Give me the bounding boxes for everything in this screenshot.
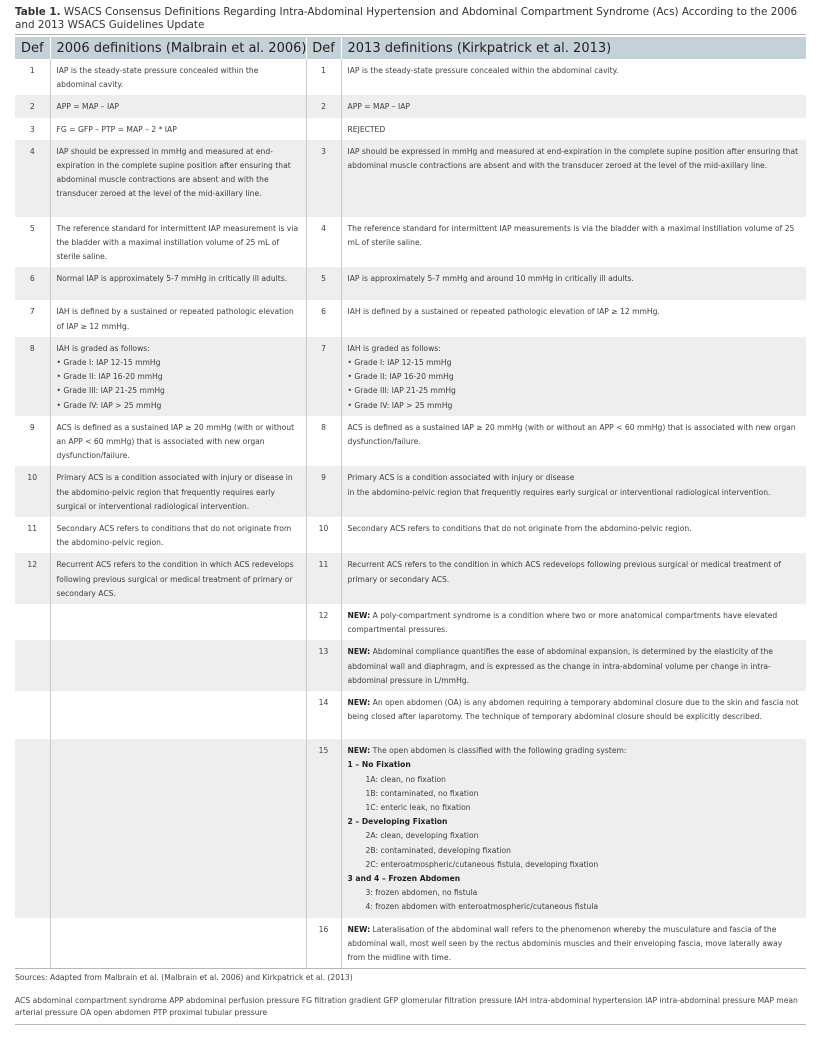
definitions-table [15, 37, 807, 969]
definition-2006 [50, 140, 306, 217]
def-number-2006 [15, 918, 50, 969]
definition-line: Normal IAP is approximately 5-7 mmHg in critically ill adults. [56, 274, 288, 284]
sources-note: Sources: Adapted from Malbrain et al. (Malbrain et al. 2006) and Kirkpatrick et al. (2013) [15, 973, 353, 982]
definition-2006 [50, 517, 306, 553]
definition-line [348, 558, 801, 586]
table-row [15, 95, 806, 117]
definition-line: Primary ACS is a condition associated with injury or disease in the abdomino-pelvic region that frequently requires early surgical or interventional radiological intervention. [56, 473, 293, 511]
definition-text: Secondary ACS refers to conditions that do not originate from the abdomino-pelvic region. [347, 524, 692, 534]
definition-line: The reference standard for intermittent IAP measurement is via the bladder with a maximal instillation volume of 25 mL of sterile saline. [56, 223, 299, 262]
definition-line: IAH is graded as follows: [56, 343, 150, 353]
grade-item: 1C: enteric leak, no fixation [365, 802, 471, 812]
definition-line [348, 421, 801, 449]
table-row [15, 691, 806, 739]
definition-text: Recurrent ACS refers to the condition in which ACS redevelops following previous surgical or medical treatment of primary or secondary ACS. [347, 560, 781, 584]
definition-line: ACS is defined as a sustained IAP ≥ 20 mmHg (with or without an APP < 60 mmHg) that is associated with new organ dysfunction/failure. [56, 422, 295, 461]
def-number-2006 [15, 691, 50, 739]
definition-2013 [341, 553, 806, 604]
definition-line: • Grade IV: IAP > 25 mmHg [56, 400, 162, 410]
grade-item: 1A: clean, no fixation [365, 774, 446, 784]
definition-line [348, 145, 801, 173]
definition-2006 [50, 640, 306, 691]
grade-item: 2B: contaminated, developing fixation [365, 845, 511, 855]
def-number-2006 [15, 604, 50, 640]
definition-text: Abdominal compliance quantifies the ease of abdominal expansion, is determined by the elasticity of the abdominal wall and diaphragm, and is expressed as the change in intra-abdominal volume per change in intra-abdominal pressure in L/mmHg. [347, 647, 773, 685]
definition-2013 [341, 300, 806, 336]
definition-line: FG = GFP – PTP = MAP – 2 * IAP [56, 124, 177, 134]
definition-2006 [50, 267, 306, 300]
def-number-2013: 3 [306, 140, 341, 217]
def-number-2006: 11 [15, 517, 50, 553]
header-2006-definitions: 2006 definitions (Malbrain et al. 2006) [50, 37, 306, 59]
definition-2013 [341, 466, 806, 517]
definition-2006 [50, 217, 306, 268]
table-row [15, 604, 806, 640]
table-row [15, 739, 806, 917]
def-number-2013 [306, 118, 341, 140]
definition-2013 [341, 267, 806, 300]
def-number-2013: 9 [306, 466, 341, 517]
new-label: NEW: [347, 611, 371, 621]
def-number-2013: 14 [306, 691, 341, 739]
definition-line: • Grade I: IAP 12-15 mmHg [56, 358, 161, 368]
definition-text: • Grade II: IAP 16-20 mmHg [347, 372, 454, 382]
definition-line: APP = MAP – IAP [56, 102, 120, 112]
definition-text: IAP is the steady-state pressure concealed within the abdominal cavity. [347, 66, 619, 75]
definition-line: Recurrent ACS refers to the condition in which ACS redevelops following previous surgical or medical treatment of primary or secondary ACS. [56, 560, 294, 598]
grade-heading: 1 – No Fixation [347, 760, 411, 770]
definition-line: IAH is defined by a sustained or repeated pathologic elevation of IAP ≥ 12 mmHg. [56, 307, 294, 331]
def-number-2013: 7 [306, 337, 341, 416]
definition-2006 [50, 466, 306, 517]
definition-line [348, 123, 801, 137]
def-number-2013: 1 [306, 59, 341, 95]
new-label: NEW: [347, 746, 371, 756]
definition-2013 [341, 739, 806, 917]
definition-line [348, 384, 801, 398]
definition-2006 [50, 918, 306, 969]
def-number-2013: 2 [306, 95, 341, 117]
def-number-2006: 2 [15, 95, 50, 117]
def-number-2013: 5 [306, 267, 341, 300]
definition-line [348, 370, 801, 384]
grade-item: 1B: contaminated, no fixation [365, 788, 479, 798]
definition-2006 [50, 553, 306, 604]
definition-line [348, 272, 801, 286]
definition-text: Lateralisation of the abdominal wall refers to the phenomenon whereby the musculature and fascia of the abdominal wall, most well seen by the rectus abdominis muscles and their enveloping fascia, move laterally away from the midline with time. [347, 924, 783, 962]
definition-2013 [341, 217, 806, 268]
caption-text: WSACS Consensus Definitions Regarding Intra-Abdominal Hypertension and Abdominal Compartment Syndrome (Acs) According to the 2006 and 2013 WSACS Guidelines Update [15, 6, 798, 31]
def-number-2006: 4 [15, 140, 50, 217]
def-number-2006: 9 [15, 416, 50, 467]
def-number-2006: 3 [15, 118, 50, 140]
def-number-2013: 8 [306, 416, 341, 467]
table-row [15, 466, 806, 517]
def-number-2006: 7 [15, 300, 50, 336]
def-number-2006 [15, 739, 50, 917]
def-number-2013: 6 [306, 300, 341, 336]
grade-heading: 2 – Developing Fixation [347, 817, 448, 827]
definition-line [348, 471, 801, 485]
header-def-2006: Def [15, 37, 50, 59]
def-number-2013: 12 [306, 604, 341, 640]
grade-item: 2A: clean, developing fixation [365, 831, 479, 841]
definition-text: IAH is graded as follows: [347, 343, 441, 353]
grade-heading: 3 and 4 – Frozen Abdomen [347, 873, 461, 883]
definition-line: IAP is the steady-state pressure concealed within the abdominal cavity. [56, 66, 259, 90]
grade-item: 2C: enteroatmospheric/cutaneous fistula, developing fixation [365, 859, 599, 869]
definition-line [348, 305, 801, 319]
definition-text: The open abdomen is classified with the following grading system: [370, 746, 627, 756]
definition-2006 [50, 691, 306, 739]
definition-line [348, 399, 801, 413]
definition-2013 [341, 118, 806, 140]
definition-text: An open abdomen (OA) is any abdomen requiring a temporary abdominal closure due to the skin and fascia not being closed after laparotomy. The technique of temporary abdominal closure should be explicitly described. [347, 698, 799, 722]
definition-text: Primary ACS is a condition associated with injury or disease [347, 473, 575, 483]
definition-line: IAP should be expressed in mmHg and measured at end-expiration in the complete supine position after ensuring that abdominal muscle contractions are absent and with the transducer zeroed at the level of the mid-axillary line. [56, 146, 291, 199]
def-number-2006 [15, 640, 50, 691]
definition-line: Secondary ACS refers to conditions that do not originate from the abdomino-pelvic region. [56, 524, 292, 548]
definition-line [348, 923, 801, 966]
definition-line [348, 744, 801, 758]
top-divider [15, 34, 806, 35]
definition-2006 [50, 739, 306, 917]
table-row [15, 217, 806, 268]
definition-text: • Grade I: IAP 12-15 mmHg [347, 358, 452, 368]
abbreviations-note: ACS abdominal compartment syndrome APP abdominal perfusion pressure FG filtration gradient GFP glomerular filtration pressure IAH intra-abdominal hypertension IAP intra-abdominal pressure MAP mean arterial pressure OA open abdomen PTP proximal tubular pressure [15, 996, 798, 1017]
caption-label: Table 1. [15, 6, 61, 18]
definition-line [348, 522, 801, 536]
definition-text: IAP is approximately 5-7 mmHg and around 10 mmHg in critically ill adults. [347, 274, 634, 284]
def-number-2006: 1 [15, 59, 50, 95]
definition-2006 [50, 300, 306, 336]
definition-text: ACS is defined as a sustained IAP ≥ 20 mmHg (with or without an APP < 60 mmHg) that is associated with new organ dysfunction/failure. [347, 422, 796, 447]
grade-item: 4: frozen abdomen with enteroatmospheric/cutaneous fistula [365, 902, 599, 912]
def-number-2006: 8 [15, 337, 50, 416]
header-2013-definitions: 2013 definitions (Kirkpatrick et al. 2013) [341, 37, 806, 59]
def-number-2006: 10 [15, 466, 50, 517]
definition-line [348, 696, 801, 724]
definition-text: A poly-compartment syndrome is a condition where two or more anatomical compartments have elevated compartmental pressures. [347, 611, 778, 635]
header-def-2013: Def [306, 37, 341, 59]
definition-line [348, 486, 801, 500]
definition-2013 [341, 337, 806, 416]
definition-line [348, 342, 801, 356]
def-number-2006: 5 [15, 217, 50, 268]
definition-2013 [341, 691, 806, 739]
table-row [15, 553, 806, 604]
definition-2013 [341, 140, 806, 217]
def-number-2013: 4 [306, 217, 341, 268]
definition-line [348, 222, 801, 250]
def-number-2013: 15 [306, 739, 341, 917]
definition-line [348, 356, 801, 370]
definition-2013 [341, 640, 806, 691]
def-number-2013: 16 [306, 918, 341, 969]
definition-line [348, 64, 801, 78]
new-label: NEW: [347, 924, 371, 934]
definition-text: • Grade III: IAP 21-25 mmHg [347, 386, 456, 396]
definition-line [348, 609, 801, 637]
definition-line [348, 100, 801, 114]
definition-2006 [50, 95, 306, 117]
table-row [15, 140, 806, 217]
definition-line: • Grade III: IAP 21-25 mmHg [56, 386, 165, 396]
definition-2013 [341, 517, 806, 553]
def-number-2013: 11 [306, 553, 341, 604]
def-number-2013: 13 [306, 640, 341, 691]
header-row [15, 37, 806, 59]
definition-2006 [50, 59, 306, 95]
definition-2013 [341, 918, 806, 969]
definition-text: REJECTED [347, 124, 386, 134]
table-row [15, 416, 806, 467]
definition-text: • Grade IV: IAP > 25 mmHg [347, 400, 453, 410]
definition-text: IAH is defined by a sustained or repeated pathologic elevation of IAP ≥ 12 mmHg. [347, 307, 660, 317]
table-row [15, 300, 806, 336]
definition-2006 [50, 337, 306, 416]
definition-text: IAP should be expressed in mmHg and measured at end-expiration in the complete supine position after ensuring that abdominal muscle contractions are absent and with the transducer zeroed at the level of the mid-axillary line. [347, 146, 799, 171]
definition-2013 [341, 416, 806, 467]
definition-text: in the abdomino-pelvic region that frequently requires early surgical or interventional radiological intervention. [347, 487, 771, 497]
grade-item: 3: frozen abdomen, no fistula [365, 888, 478, 898]
table-body [15, 59, 806, 969]
table-row [15, 918, 806, 969]
definition-text: The reference standard for intermittent IAP measurements is via the bladder with a maximal instillation volume of 25 mL of sterile saline. [347, 223, 795, 248]
table-row [15, 517, 806, 553]
definition-text: APP = MAP – IAP [347, 102, 411, 112]
table-row [15, 59, 806, 95]
definition-2013 [341, 59, 806, 95]
definition-line [348, 645, 801, 688]
definition-2013 [341, 604, 806, 640]
table-row [15, 640, 806, 691]
table-caption [15, 6, 815, 32]
bottom-divider [15, 1024, 806, 1025]
table-row [15, 118, 806, 140]
def-number-2006: 12 [15, 553, 50, 604]
new-label: NEW: [347, 647, 371, 657]
definition-line: • Grade II: IAP 16-20 mmHg [56, 372, 163, 382]
new-label: NEW: [347, 698, 371, 708]
definition-2006 [50, 118, 306, 140]
table-row [15, 337, 806, 416]
table-row [15, 267, 806, 300]
definition-2006 [50, 604, 306, 640]
def-number-2013: 10 [306, 517, 341, 553]
definition-2013 [341, 95, 806, 117]
definition-2006 [50, 416, 306, 467]
def-number-2006: 6 [15, 267, 50, 300]
